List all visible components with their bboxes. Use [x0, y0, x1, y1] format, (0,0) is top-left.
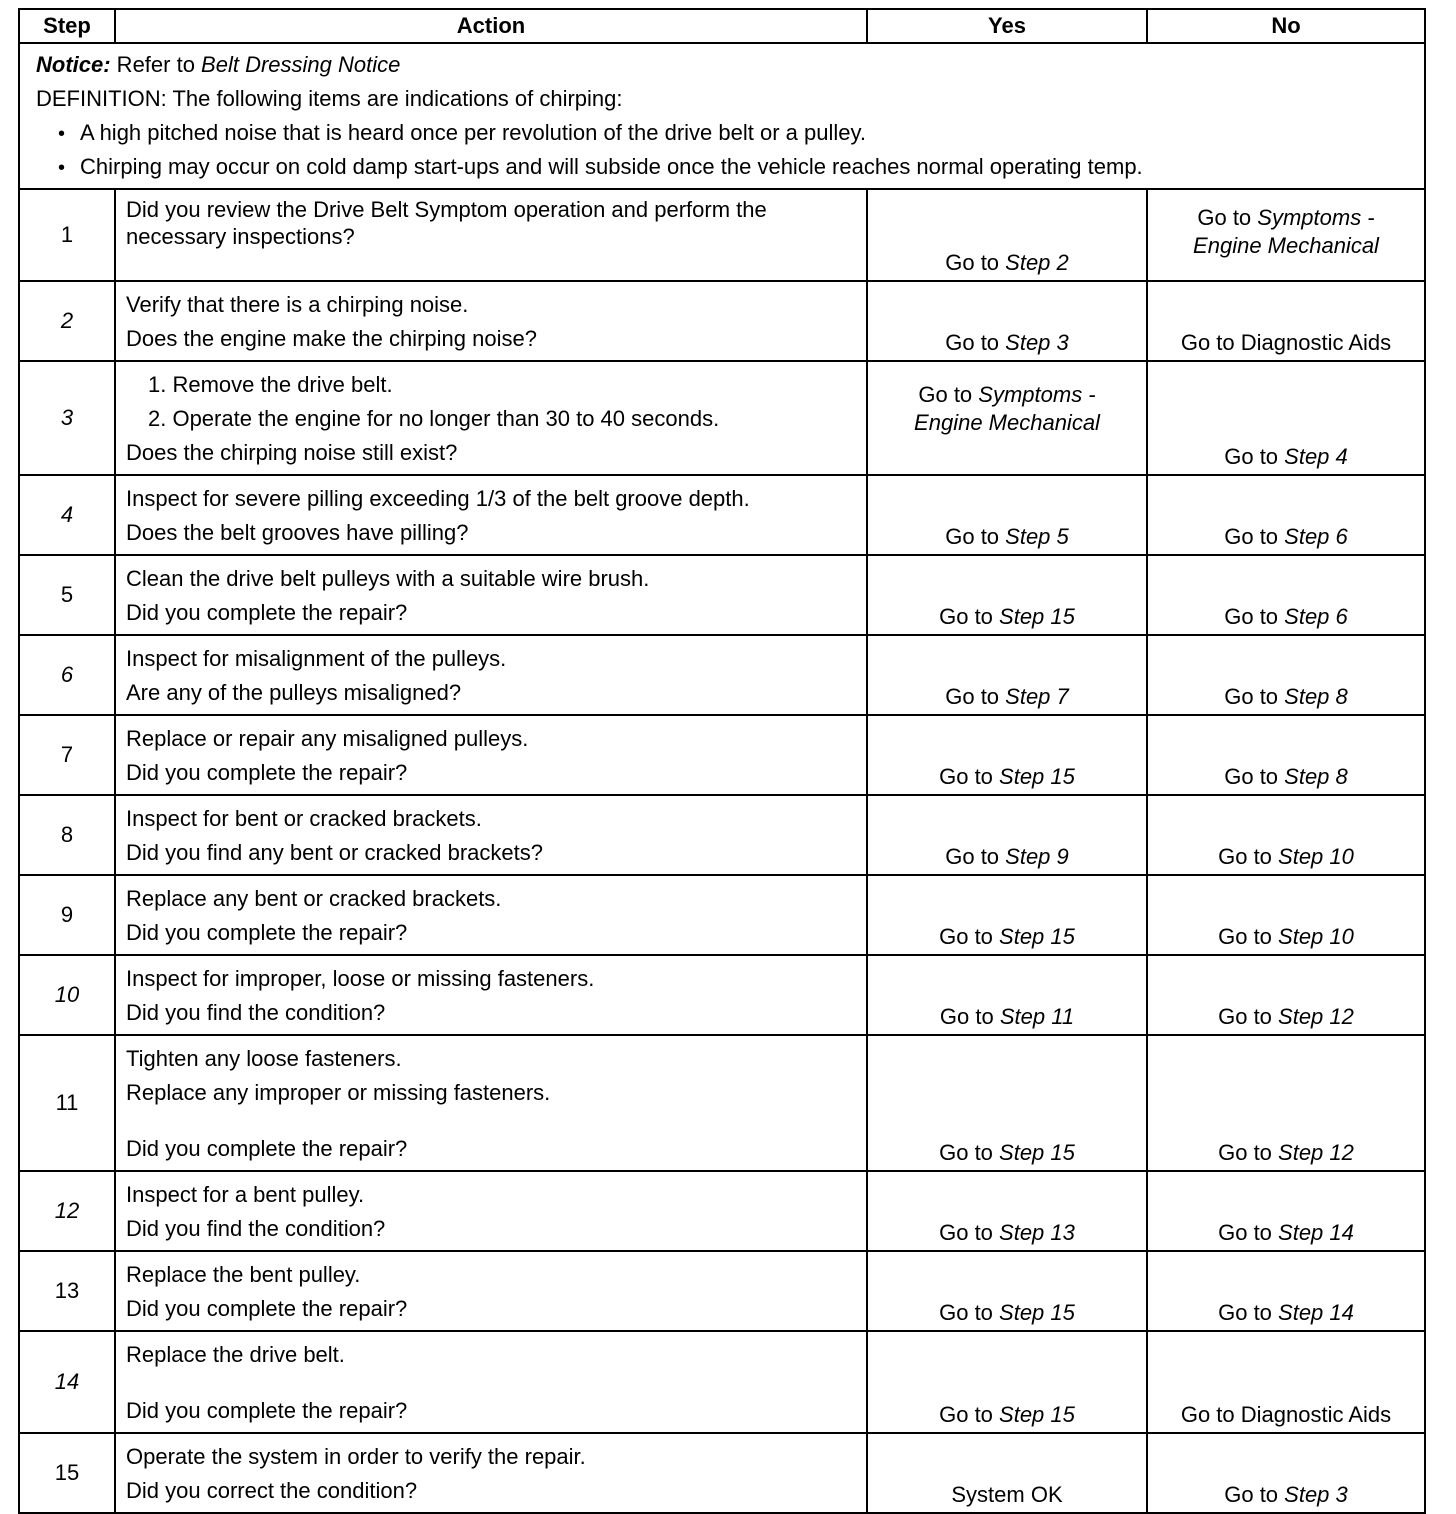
yes-cell: Go to Step 3	[867, 281, 1147, 361]
yes-step-ref: Step 15	[999, 1402, 1075, 1427]
no-symptoms-ref: Go to Symptoms - Engine Mechanical	[1193, 205, 1379, 258]
notice-cell	[19, 43, 1425, 189]
no-step-ref: Step 14	[1278, 1220, 1354, 1245]
step-number: 14	[19, 1331, 115, 1433]
header-step: Step	[19, 9, 115, 43]
action-question: Did you complete the repair?	[126, 760, 408, 785]
step-number: 2	[19, 281, 115, 361]
table-row	[19, 361, 1425, 475]
action-question: Did you correct the condition?	[126, 1478, 418, 1503]
no-cell: Go to Step 6	[1147, 555, 1425, 635]
no-cell: Go to Step 4	[1147, 361, 1425, 475]
no-cell: Go to Step 12	[1147, 1035, 1425, 1171]
action-cell	[115, 1433, 867, 1513]
diagnostic-table-sheet	[18, 8, 1424, 1514]
action-cell	[115, 715, 867, 795]
table-row	[19, 955, 1425, 1035]
yes-cell: Go to Step 15	[867, 875, 1147, 955]
yes-step-ref: Step 5	[1005, 524, 1069, 549]
no-step-ref: Step 6	[1284, 524, 1348, 549]
yes-cell: Go to Step 9	[867, 795, 1147, 875]
table-row	[19, 635, 1425, 715]
yes-cell: System OK	[867, 1433, 1147, 1513]
table-row	[19, 715, 1425, 795]
no-step-ref: Step 14	[1278, 1300, 1354, 1325]
no-cell: Go to Step 6	[1147, 475, 1425, 555]
action-question: Did you find the condition?	[126, 1216, 386, 1241]
action-cell	[115, 1035, 867, 1171]
no-cell: Go to Diagnostic Aids	[1147, 1331, 1425, 1433]
notice-reference: Belt Dressing Notice	[201, 52, 401, 77]
yes-cell: Go to Step 11	[867, 955, 1147, 1035]
yes-step-ref: Step 2	[1005, 250, 1069, 275]
no-cell: Go to Step 14	[1147, 1171, 1425, 1251]
notice-row	[19, 43, 1425, 189]
table-row	[19, 1433, 1425, 1513]
spacer	[126, 1110, 856, 1132]
yes-cell: Go to Step 5	[867, 475, 1147, 555]
action-question: Did you find any bent or cracked brackets?	[126, 840, 544, 865]
step-number: 12	[19, 1171, 115, 1251]
no-step-ref: Step 10	[1278, 844, 1354, 869]
table-row	[19, 1331, 1425, 1433]
yes-cell: Go to Step 7	[867, 635, 1147, 715]
action-cell	[115, 1331, 867, 1433]
table-row	[19, 189, 1425, 281]
spacer	[126, 1372, 856, 1394]
notice-line	[36, 48, 1410, 82]
action-cell	[115, 795, 867, 875]
definition-bullet: • Chirping may occur on cold damp start-ups and will subside once the vehicle reaches normal operating temp.	[36, 150, 1410, 184]
action-cell	[115, 475, 867, 555]
table-row	[19, 795, 1425, 875]
step-number: 7	[19, 715, 115, 795]
step-number: 6	[19, 635, 115, 715]
yes-step-ref: Step 15	[999, 604, 1075, 629]
notice-label: Notice:	[36, 52, 111, 77]
header-yes: Yes	[867, 9, 1147, 43]
action-question: Are any of the pulleys misaligned?	[126, 680, 462, 705]
diagnostic-table	[18, 8, 1426, 1514]
no-step-ref: Step 12	[1278, 1140, 1354, 1165]
yes-cell: Go to Step 15	[867, 555, 1147, 635]
no-cell: Go to Step 8	[1147, 715, 1425, 795]
action-line: Replace the drive belt.	[126, 1342, 345, 1367]
action-line: Operate the system in order to verify the repair.	[126, 1444, 586, 1469]
action-line: Inspect for misalignment of the pulleys.	[126, 646, 507, 671]
yes-step-ref: Step 15	[999, 1300, 1075, 1325]
step-number: 9	[19, 875, 115, 955]
notice-refer: Refer to	[110, 52, 202, 77]
yes-cell	[867, 361, 1147, 475]
step-number: 5	[19, 555, 115, 635]
table-row	[19, 875, 1425, 955]
action-line: Verify that there is a chirping noise.	[126, 292, 469, 317]
action-question: Does the belt grooves have pilling?	[126, 520, 469, 545]
yes-step-ref: Step 15	[999, 924, 1075, 949]
no-step-ref: Step 6	[1284, 604, 1348, 629]
yes-cell: Go to Step 13	[867, 1171, 1147, 1251]
yes-cell: Go to Step 15	[867, 715, 1147, 795]
yes-step-ref: Step 3	[1005, 330, 1069, 355]
no-cell: Go to Step 14	[1147, 1251, 1425, 1331]
action-question: Did you complete the repair?	[126, 1296, 408, 1321]
header-no: No	[1147, 9, 1425, 43]
action-cell	[115, 955, 867, 1035]
no-cell: Go to Step 3	[1147, 1433, 1425, 1513]
action-cell	[115, 875, 867, 955]
definition-line: DEFINITION: The following items are indications of chirping:	[36, 86, 623, 111]
step-number: 15	[19, 1433, 115, 1513]
yes-step-ref: Step 9	[1005, 844, 1069, 869]
action-question: Did you complete the repair?	[126, 920, 408, 945]
action-question: Did you complete the repair?	[126, 600, 408, 625]
action-line: Tighten any loose fasteners.	[126, 1046, 402, 1071]
yes-step-ref: Step 11	[999, 1004, 1075, 1029]
action-question: Does the engine make the chirping noise?	[126, 326, 537, 351]
action-line: 2. Operate the engine for no longer than 30 to 40 seconds.	[148, 406, 720, 431]
step-number: 3	[19, 361, 115, 475]
yes-step-ref: Step 13	[999, 1220, 1075, 1245]
action-cell	[115, 555, 867, 635]
action-line: Inspect for bent or cracked brackets.	[126, 806, 482, 831]
yes-cell: Go to Step 15	[867, 1331, 1147, 1433]
table-row	[19, 1171, 1425, 1251]
no-cell: Go to Diagnostic Aids	[1147, 281, 1425, 361]
table-row	[19, 281, 1425, 361]
action-line: Did you review the Drive Belt Symptom operation and perform the necessary inspections?	[126, 197, 767, 249]
step-number: 13	[19, 1251, 115, 1331]
header-row	[19, 9, 1425, 43]
action-line: Clean the drive belt pulleys with a suitable wire brush.	[126, 566, 650, 591]
action-cell	[115, 189, 867, 281]
action-line: Replace the bent pulley.	[126, 1262, 361, 1287]
action-line: Inspect for severe pilling exceeding 1/3 of the belt groove depth.	[126, 486, 750, 511]
yes-step-ref: Step 15	[999, 1140, 1075, 1165]
no-step-ref: Step 10	[1278, 924, 1354, 949]
action-line: Inspect for a bent pulley.	[126, 1182, 365, 1207]
step-number: 10	[19, 955, 115, 1035]
action-question: Did you complete the repair?	[126, 1398, 408, 1423]
step-number: 4	[19, 475, 115, 555]
yes-cell: Go to Step 15	[867, 1251, 1147, 1331]
action-cell	[115, 361, 867, 475]
yes-symptoms-ref: Go to Symptoms - Engine Mechanical	[914, 382, 1100, 435]
action-cell	[115, 281, 867, 361]
no-step-ref: Step 3	[1284, 1482, 1348, 1507]
action-line: Inspect for improper, loose or missing fasteners.	[126, 966, 595, 991]
header-action: Action	[115, 9, 867, 43]
step-number: 11	[19, 1035, 115, 1171]
yes-step-ref: Step 7	[1005, 684, 1069, 709]
table-row	[19, 475, 1425, 555]
action-line: Replace any bent or cracked brackets.	[126, 886, 502, 911]
action-line: 1. Remove the drive belt.	[148, 372, 393, 397]
no-step-ref: Step 12	[1278, 1004, 1354, 1029]
no-cell: Go to Step 8	[1147, 635, 1425, 715]
yes-step-ref: Step 15	[999, 764, 1075, 789]
yes-cell: Go to Step 2	[867, 189, 1147, 281]
action-cell	[115, 1171, 867, 1251]
action-question: Does the chirping noise still exist?	[126, 440, 458, 465]
no-step-ref: Step 8	[1284, 684, 1348, 709]
no-step-ref: Step 4	[1284, 444, 1348, 469]
no-cell: Go to Step 12	[1147, 955, 1425, 1035]
action-cell	[115, 1251, 867, 1331]
table-row	[19, 1251, 1425, 1331]
no-cell	[1147, 189, 1425, 281]
yes-cell: Go to Step 15	[867, 1035, 1147, 1171]
action-question: Did you find the condition?	[126, 1000, 386, 1025]
step-number: 1	[19, 189, 115, 281]
table-row	[19, 555, 1425, 635]
action-line: Replace any improper or missing fasteners.	[126, 1080, 551, 1105]
definition-bullet: • A high pitched noise that is heard once per revolution of the drive belt or a pulley.	[36, 116, 1410, 150]
table-row	[19, 1035, 1425, 1171]
no-step-ref: Step 8	[1284, 764, 1348, 789]
no-cell: Go to Step 10	[1147, 795, 1425, 875]
no-cell: Go to Step 10	[1147, 875, 1425, 955]
action-line: Replace or repair any misaligned pulleys.	[126, 726, 529, 751]
action-cell	[115, 635, 867, 715]
step-number: 8	[19, 795, 115, 875]
action-question: Did you complete the repair?	[126, 1136, 408, 1161]
